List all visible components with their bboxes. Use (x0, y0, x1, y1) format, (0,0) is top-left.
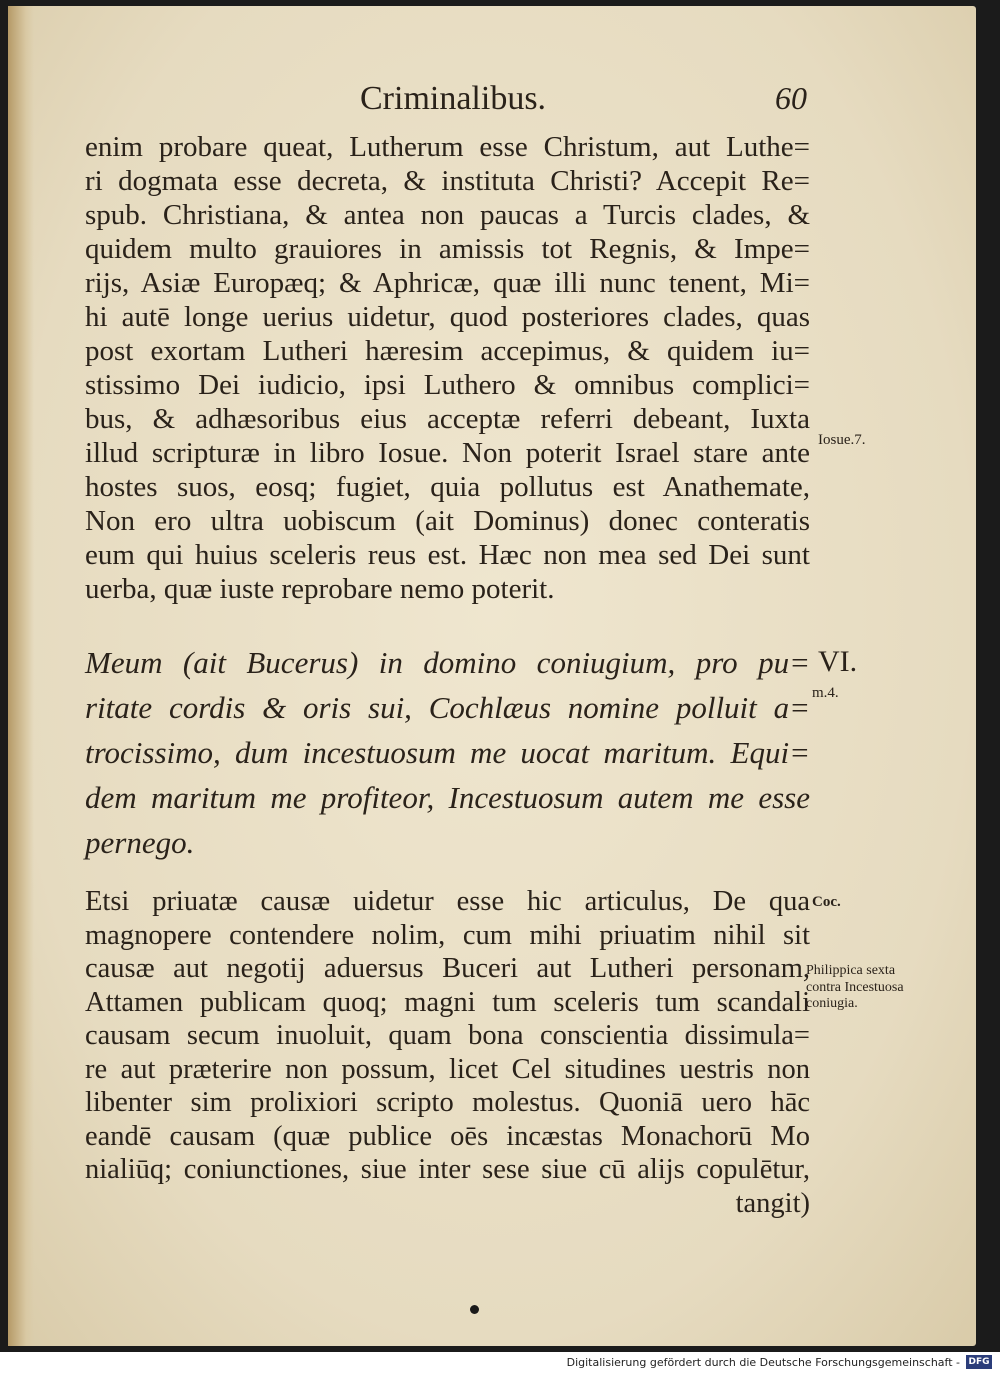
text-line: Non ero ultra uobiscum (ait Dominus) donec conteratis (85, 505, 810, 537)
text-line: illud scripturæ in libro Iosue. Non poterit Israel stare ante (85, 437, 810, 469)
text-line: re aut præterire non possum, licet Cel situdines uestris non (85, 1053, 810, 1085)
text-line: eandē causam (quæ publice oēs incæstas Monachorū Mo (85, 1120, 810, 1152)
page-number: 60 (775, 80, 807, 116)
digitization-footer (0, 1352, 1000, 1375)
text-line: trocissimo, dum incestuosum me uocat maritum. Equi= (85, 735, 810, 770)
page-gutter (8, 6, 34, 1346)
text-line: ri dogmata esse decreta, & instituta Christi? Accepit Re= (85, 165, 810, 197)
paragraph-3 (85, 885, 810, 1220)
catchword-line: tangit) (735, 1187, 810, 1219)
paragraph-1 (85, 130, 810, 606)
text-line: hi autē longe uerius uidetur, quod posteriores clades, quas (85, 301, 810, 333)
margin-note-philippica-3: coniugia. (806, 996, 858, 1011)
page-header (360, 80, 810, 120)
margin-article-sub: m.4. (812, 685, 839, 701)
margin-article-number: VI. (818, 645, 858, 678)
running-title: Criminalibus. (360, 80, 547, 117)
text-line: eum qui huius sceleris reus est. Hæc non mea sed Dei sunt (85, 539, 810, 571)
text-line: rijs, Asiæ Europæq; & Aphricæ, quæ illi nunc tenent, Mi= (85, 267, 810, 299)
text-line: Attamen publicam quoq; magni tum sceleris tum scandali (85, 986, 810, 1018)
text-line: dem maritum me profiteor, Incestuosum autem me esse (85, 780, 810, 815)
text-line: post exortam Lutheri hæresim accepimus, & quidem iu= (85, 335, 810, 367)
text-line: magnopere contendere nolim, cum mihi priuatim nihil sit (85, 919, 810, 951)
page-bullet-mark (470, 1305, 479, 1314)
text-line: causæ aut negotij aduersus Buceri aut Lutheri personam, (85, 953, 810, 984)
text-line: nialiūq; coniunctiones, siue inter sese siue cū alijs copulētur, (85, 1154, 810, 1185)
footer-credit-text: Digitalisierung gefördert durch die Deutsche Forschungsgemeinschaft - (566, 1356, 960, 1369)
text-line: quidem multo grauiores in amissis tot Regnis, & Impe= (85, 233, 810, 265)
text-line: stissimo Dei iudicio, ipsi Luthero & omnibus complici= (85, 369, 810, 401)
text-line: bus, & adhæsoribus eius acceptæ referri debeant, Iuxta (85, 403, 810, 435)
text-line: libenter sim prolixiori scripto molestus. Quoniā uero hāc (85, 1087, 810, 1118)
text-line: hostes suos, eosq; fugiet, quia pollutus est Anathemate, (85, 471, 810, 503)
text-line: causam secum inuoluit, quam bona conscientia dissimula= (85, 1020, 810, 1051)
margin-note-josue: Iosue.7. (818, 432, 866, 448)
paragraph-2-quotation (85, 640, 810, 865)
text-line: ritate cordis & oris sui, Cochlæus nomine polluit a= (85, 690, 810, 725)
text-line: enim probare queat, Lutherum esse Christum, aut Luthe= (85, 131, 810, 163)
text-line: pernego. (85, 825, 195, 860)
margin-note-philippica-2: contra Incestuosa (806, 980, 904, 995)
margin-note-philippica-1: Philippica sexta (806, 963, 896, 978)
text-line: uerba, quæ iuste reprobare nemo poterit. (85, 573, 555, 605)
text-line: spub. Christiana, & antea non paucas a Turcis clades, & (85, 199, 810, 231)
text-line: Meum (ait Bucerus) in domino coniugium, pro pu= (85, 645, 810, 680)
dfg-logo: DFG (966, 1355, 992, 1369)
text-line: Etsi priuatæ causæ uidetur esse hic articulus, De qua (85, 886, 810, 917)
margin-note-cochlaeus: Coc. (812, 894, 841, 910)
